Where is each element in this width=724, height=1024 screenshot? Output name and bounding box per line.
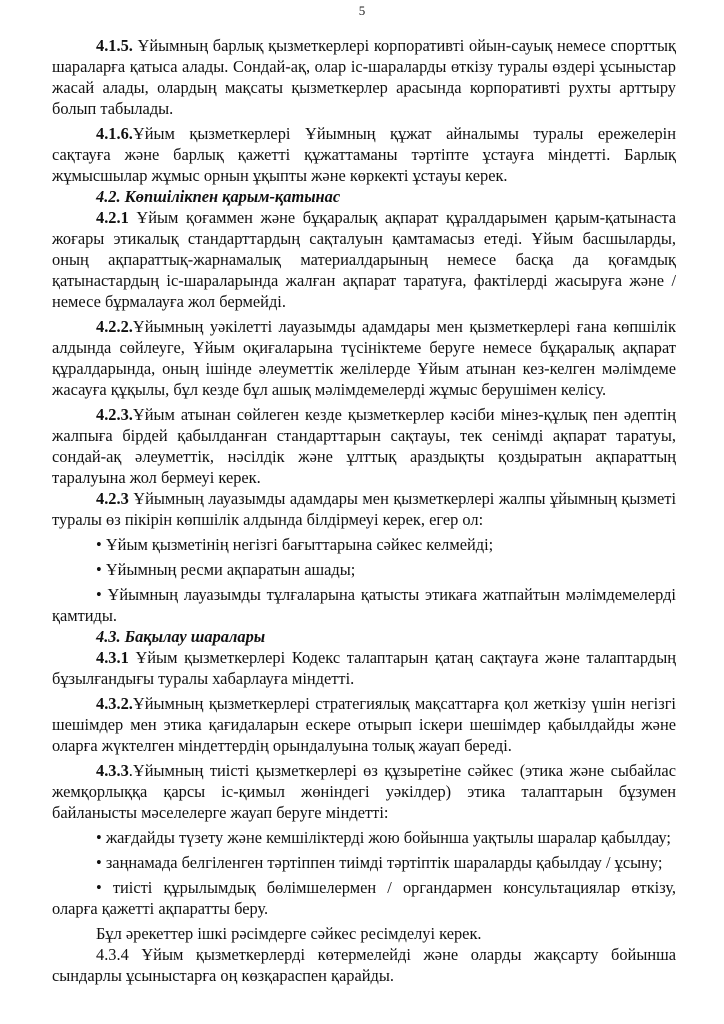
clause-4-1-5 [52, 35, 676, 119]
document-body [52, 35, 676, 986]
clause-4-2-3a [52, 404, 676, 488]
clause-4-3-2 [52, 693, 676, 756]
clause-text: Ұйымның қызметкерлері стратегиялық мақсаттарға қол жеткізу үшін негізгі шешімдер мен этика қағидаларын ескере отырып іскери шешімдер қабылдайды және оларға жүктелген міндеттердің орындалуына толық жауап береді. [52, 694, 676, 755]
clause-4-3-4: 4.3.4 Ұйым қызметкерлерді көтермелейді және оларды жақсарту бойынша сындарлы ұсыныстарға оң көзқараспен қарайды. [52, 945, 676, 985]
bullet-item: • тиісті құрылымдық бөлімшелермен / органдармен консультациялар өткізу, оларға қажетті ақпаратты беру. [52, 878, 676, 918]
section-heading-4-2: 4.2. Көпшілікпен қарым-қатынас [96, 187, 341, 206]
clause-number: 4.2.1 [96, 208, 129, 227]
clause-number: 4.1.5. [96, 36, 133, 55]
bullet-item: • Ұйым қызметінің негізгі бағыттарына сәйкес келмейді; [96, 535, 494, 554]
clause-text: .Ұйымның тиісті қызметкерлері өз құзыретіне сәйкес (этика және сыбайлас жемқорлыққа қарсы іс-қимыл жөніндегі уәкілдер) этика талаптарын бұзумен байланысты мәселелерге жауап беруге міндетті: [52, 761, 676, 822]
clause-number: 4.3.2. [96, 694, 133, 713]
section-heading-4-3: 4.3. Бақылау шаралары [96, 627, 266, 646]
bullet-item: • Ұйымның ресми ақпаратын ашады; [96, 560, 356, 579]
clause-4-1-6 [52, 123, 676, 186]
clause-number: 4.1.6. [96, 124, 133, 143]
clause-4-2-3b [52, 488, 676, 530]
clause-number: 4.2.3 [96, 489, 129, 508]
clause-text: Ұйым қызметкерлері Ұйымның құжат айналымы туралы ережелерін сақтауға және барлық қажетті құжаттаманы тәртіпте ұстауға міндетті. Барлық жұмысшылар жұмыс орнын ұқыпты және көркекті ұстауы керек. [52, 124, 676, 185]
clause-4-3-3 [52, 760, 676, 823]
clause-text: Ұйым қоғаммен және бұқаралық ақпарат құралдарымен қарым-қатынаста жоғары этикалық стандарттардың сақталуын қамтамасыз етеді. Ұйым басшыларды, оның ақпараттық-жарнамалық материалдарының немесе басқа да қоғамдық қатынастардың іс-шараларында жалған ақпарат таратуға, фактілерді жасыруға және / немесе бұрмалауға жол бермейді. [52, 208, 676, 311]
clause-text: Ұйымның лауазымды адамдары мен қызметкерлері жалпы ұйымның қызметі туралы өз пікірін көпшілік алдында білдірмеуі керек, егер ол: [52, 489, 676, 529]
clause-text: Ұйым атынан сөйлеген кезде қызметкерлер кәсіби мінез-құлық пен әдептің жалпыға бірдей қабылданған стандарттарын сақтауы, тек сенімді ақпарат таратуы, сондай-ақ әлеуметтік, нәсілдік және ұлттық араздықты қоздыратын ақпараттың таралуына жол бермеуі керек. [52, 405, 676, 487]
clause-4-3-1 [52, 647, 676, 689]
clause-number: 4.2.2. [96, 317, 133, 336]
page-number: 5 [358, 3, 366, 18]
clause-4-2-1 [52, 207, 676, 312]
bullet-item: • Ұйымның лауазымды тұлғаларына қатысты этикаға жатпайтын мәлімдемелерді қамтиды. [52, 585, 676, 625]
clause-text: Ұйымның барлық қызметкерлері корпоративті ойын-сауық немесе спорттық шараларға қатыса алады. Сондай-ақ, олар іс-шараларды өткізу туралы өздері ұсыныстар жасай алады, олардың мақсаты қызметкерлер арасында корпоративті рухты арттыру болып табылады. [52, 36, 676, 118]
clause-number: 4.3.3 [96, 761, 129, 780]
clause-4-2-2 [52, 316, 676, 400]
clause-text: Ұйымның уәкілетті лауазымды адамдары мен қызметкерлері ғана көпшілік алдында сөйлеуге, Ұйым оқиғаларына түсініктеме беруге немесе бұқаралық ақпарат құралдарында, оның ішінде әлеуметтік желілерде Ұйым атынан кез-келген мәлімдеме жасауға құқылы, бұл кезде бұл ашық мәлімдемелерді жұмыс берушімен келісу. [52, 317, 676, 399]
bullet-item: • заңнамада белгіленген тәртіппен тиімді тәртіптік шараларды қабылдау / ұсыну; [96, 853, 663, 872]
closing-note: Бұл әрекеттер ішкі рәсімдерге сәйкес ресімделуі керек. [96, 924, 482, 943]
clause-number: 4.3.1 [96, 648, 129, 667]
clause-number: 4.2.3. [96, 405, 133, 424]
clause-text: Ұйым қызметкерлері Кодекс талаптарын қатаң сақтауға және талаптардың бұзылғандығы туралы хабарлауға міндетті. [52, 648, 676, 688]
bullet-item: • жағдайды түзету және кемшіліктерді жою бойынша уақтылы шаралар қабылдау; [96, 828, 671, 847]
